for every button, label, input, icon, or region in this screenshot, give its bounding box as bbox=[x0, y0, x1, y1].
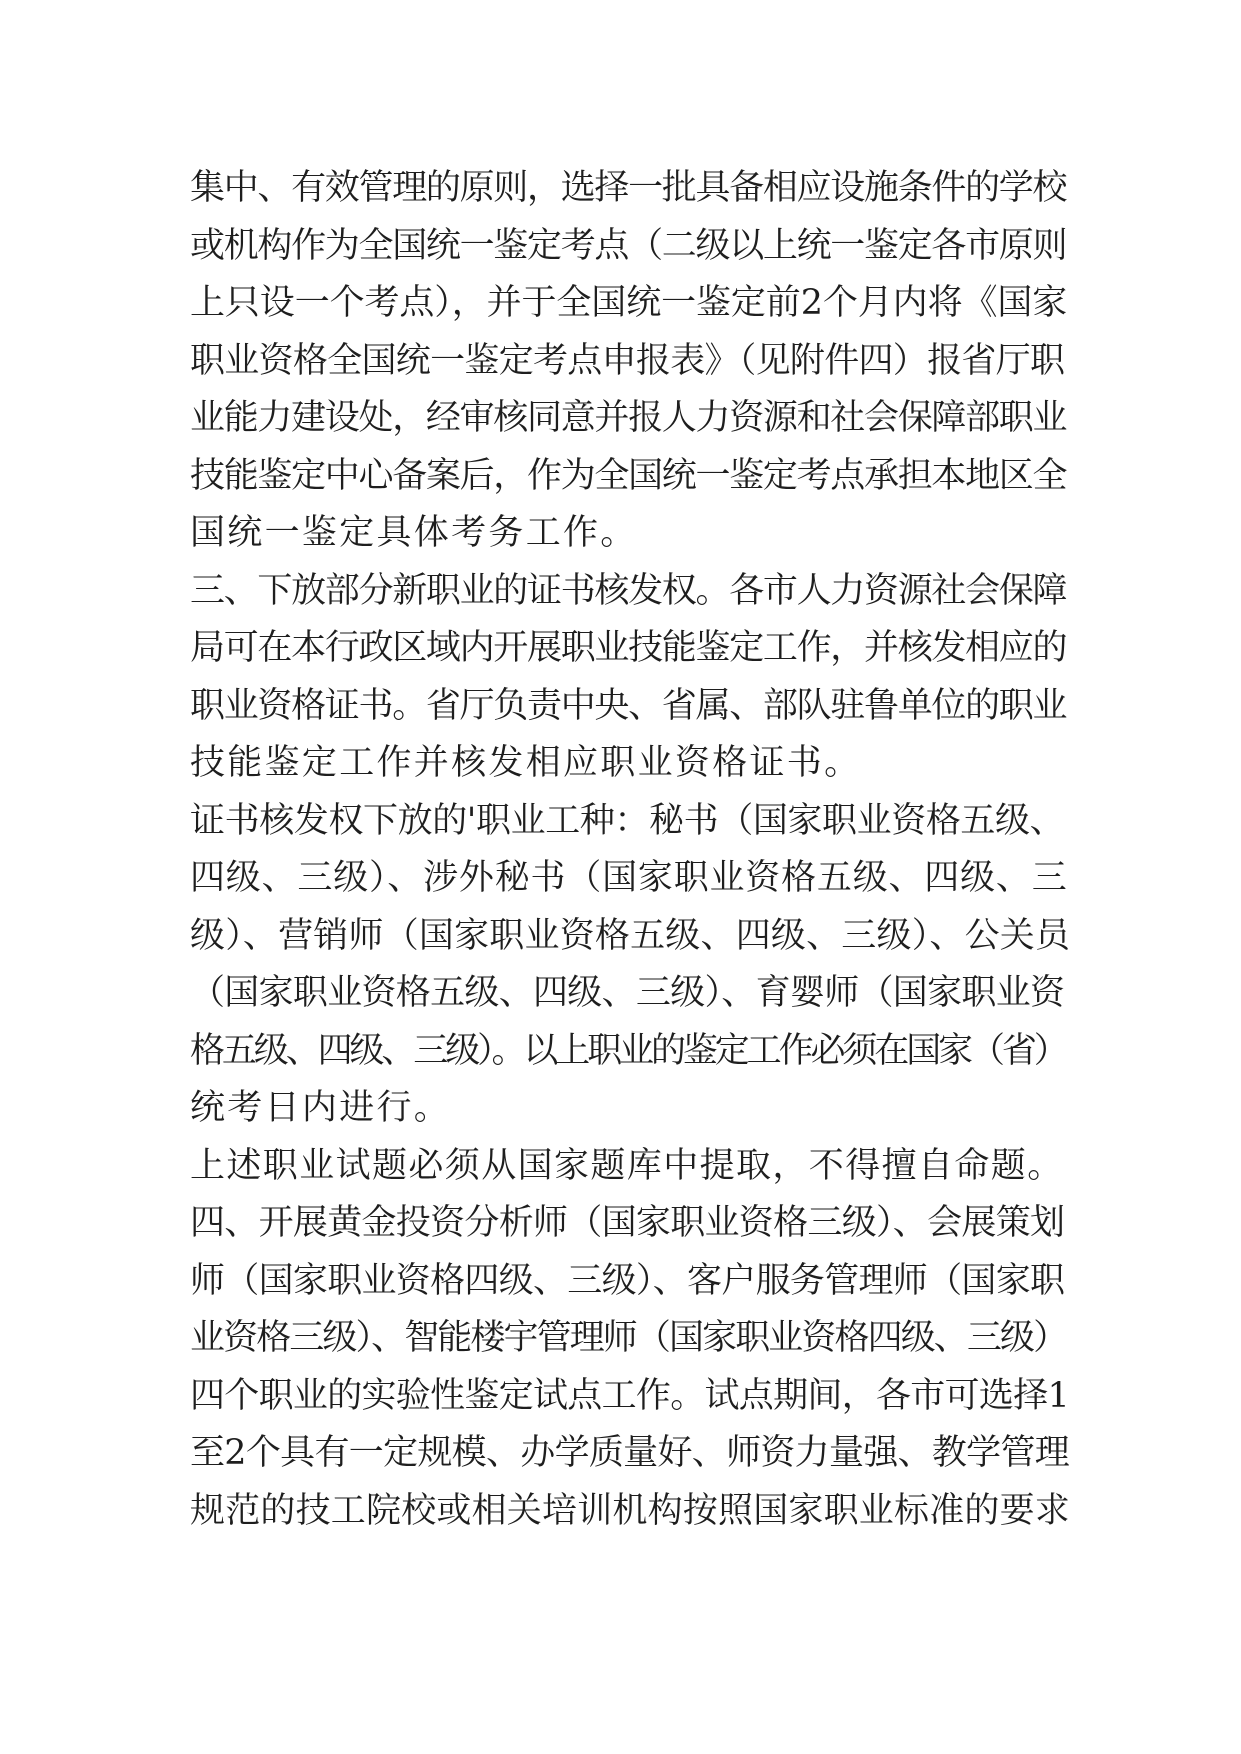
text-line: 上只设一个考点），并于全国统一鉴定前2个月内将《国家 bbox=[190, 283, 1068, 323]
text-line: 四级、三级）、涉外秘书（国家职业资格五级、四级、三 bbox=[190, 858, 1068, 898]
document-body bbox=[190, 160, 1070, 1540]
text-line: 四、开展黄金投资分析师（国家职业资格三级）、会展策划 bbox=[190, 1203, 1065, 1243]
text-line: 上述职业试题必须从国家题库中提取，不得擅自命题。 bbox=[190, 1145, 1064, 1186]
text-line: 业资格三级）、智能楼宇管理师（国家职业资格四级、三级） bbox=[190, 1318, 1067, 1358]
text-line: 技能鉴定工作并核发相应职业资格证书。 bbox=[190, 743, 862, 783]
text-line: 证书核发权下放的'职业工种：秘书（国家职业资格五级、 bbox=[190, 800, 1065, 841]
text-line: 职业资格全国统一鉴定考点申报表》（见附件四）报省厅职 bbox=[190, 340, 1065, 381]
text-line: 至2个具有一定规模、办学质量好、师资力量强、教学管理 bbox=[190, 1433, 1070, 1473]
text-line: 格五级、四级、三级）。以上职业的鉴定工作必须在国家（省） bbox=[190, 1030, 1066, 1071]
text-line: 国统一鉴定具体考务工作。 bbox=[190, 513, 638, 553]
text-line: 局可在本行政区域内开展职业技能鉴定工作，并核发相应的 bbox=[190, 628, 1067, 668]
text-line: 集中、有效管理的原则，选择一批具备相应设施条件的学校 bbox=[190, 168, 1067, 208]
text-line: 三、下放部分新职业的证书核发权。各市人力资源社会保障 bbox=[190, 570, 1067, 611]
text-line: 职业资格证书。省厅负责中央、省属、部队驻鲁单位的职业 bbox=[190, 685, 1067, 726]
text-line: 级）、营销师（国家职业资格五级、四级、三级）、公关员 bbox=[190, 915, 1071, 956]
text-line: 规范的技工院校或相关培训机构按照国家职业标准的要求 bbox=[190, 1490, 1071, 1531]
text-line: 技能鉴定中心备案后，作为全国统一鉴定考点承担本地区全 bbox=[190, 455, 1067, 496]
text-line: 或机构作为全国统一鉴定考点（二级以上统一鉴定各市原则 bbox=[190, 225, 1067, 266]
text-line: 四个职业的实验性鉴定试点工作。试点期间，各市可选择1 bbox=[190, 1375, 1070, 1416]
text-line: （国家职业资格五级、四级、三级）、育婴师（国家职业资 bbox=[190, 973, 1065, 1013]
text-line: 业能力建设处，经审核同意并报人力资源和社会保障部职业 bbox=[190, 398, 1067, 438]
text-line: 统考日内进行。 bbox=[190, 1088, 452, 1128]
text-line: 师（国家职业资格四级、三级）、客户服务管理师（国家职 bbox=[190, 1260, 1065, 1301]
